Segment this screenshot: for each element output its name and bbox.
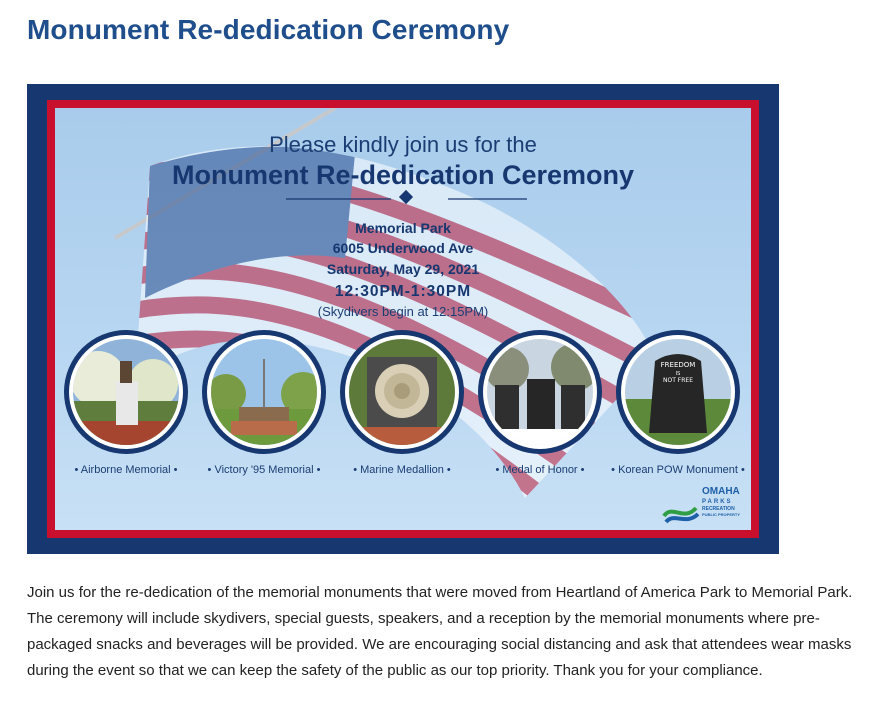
event-address: 6005 Underwood Ave <box>332 240 474 256</box>
pow-text-2: IS <box>675 371 681 377</box>
caption-medal-of-honor: • Medal of Honor • <box>495 464 585 476</box>
event-time: 12:30PM-1:30PM <box>334 283 472 300</box>
victory-95-memorial-photo <box>202 330 326 454</box>
korean-pow-monument-photo <box>616 330 740 454</box>
omaha-parks-logo <box>662 482 748 524</box>
pow-text-1: FREEDOM <box>660 361 696 369</box>
event-flyer-image <box>27 84 779 554</box>
caption-korean-pow-monument: • Korean POW Monument • <box>611 464 745 476</box>
flyer-headline: Monument Re-dedication Ceremony <box>171 160 635 190</box>
skydiver-note: (Skydivers begin at 12:15PM) <box>317 304 489 319</box>
flyer-sky-panel <box>55 108 751 530</box>
caption-airborne-memorial: • Airborne Memorial • <box>74 464 178 476</box>
divider-ornament <box>55 108 751 238</box>
event-location: Memorial Park <box>355 220 451 236</box>
page-title: Monument Re-dedication Ceremony <box>27 14 510 45</box>
event-date: Saturday, May 29, 2021 <box>326 261 480 277</box>
logo-text-public-property: PUBLIC PROPERTY <box>702 512 741 517</box>
invite-line: Please kindly join us for the <box>269 132 537 157</box>
caption-victory-95-memorial: • Victory '95 Memorial • <box>207 464 321 476</box>
logo-text-parks: PARKS <box>702 499 733 505</box>
pow-text-3: NOT FREE <box>663 377 693 384</box>
logo-text-recreation: RECREATION <box>702 506 735 512</box>
marine-medallion-photo <box>340 330 464 454</box>
caption-marine-medallion: • Marine Medallion • <box>353 464 451 476</box>
event-description: Join us for the re-dedication of the memorial monuments that were moved from Heartland of America Park to Memorial Park. The ceremony will include skydivers, special guests, speakers, and a reception by the memorial monuments where pre-packaged snacks and beverages will be provided. We are encouraging social distancing and ask that attendees wear masks during the event so that we can keep the safety of the public as our top priority. Thank you for your compliance. <box>27 584 853 679</box>
medal-of-honor-photo <box>478 330 602 454</box>
airborne-memorial-photo <box>64 330 188 454</box>
logo-text-omaha: OMAHA <box>702 486 740 497</box>
